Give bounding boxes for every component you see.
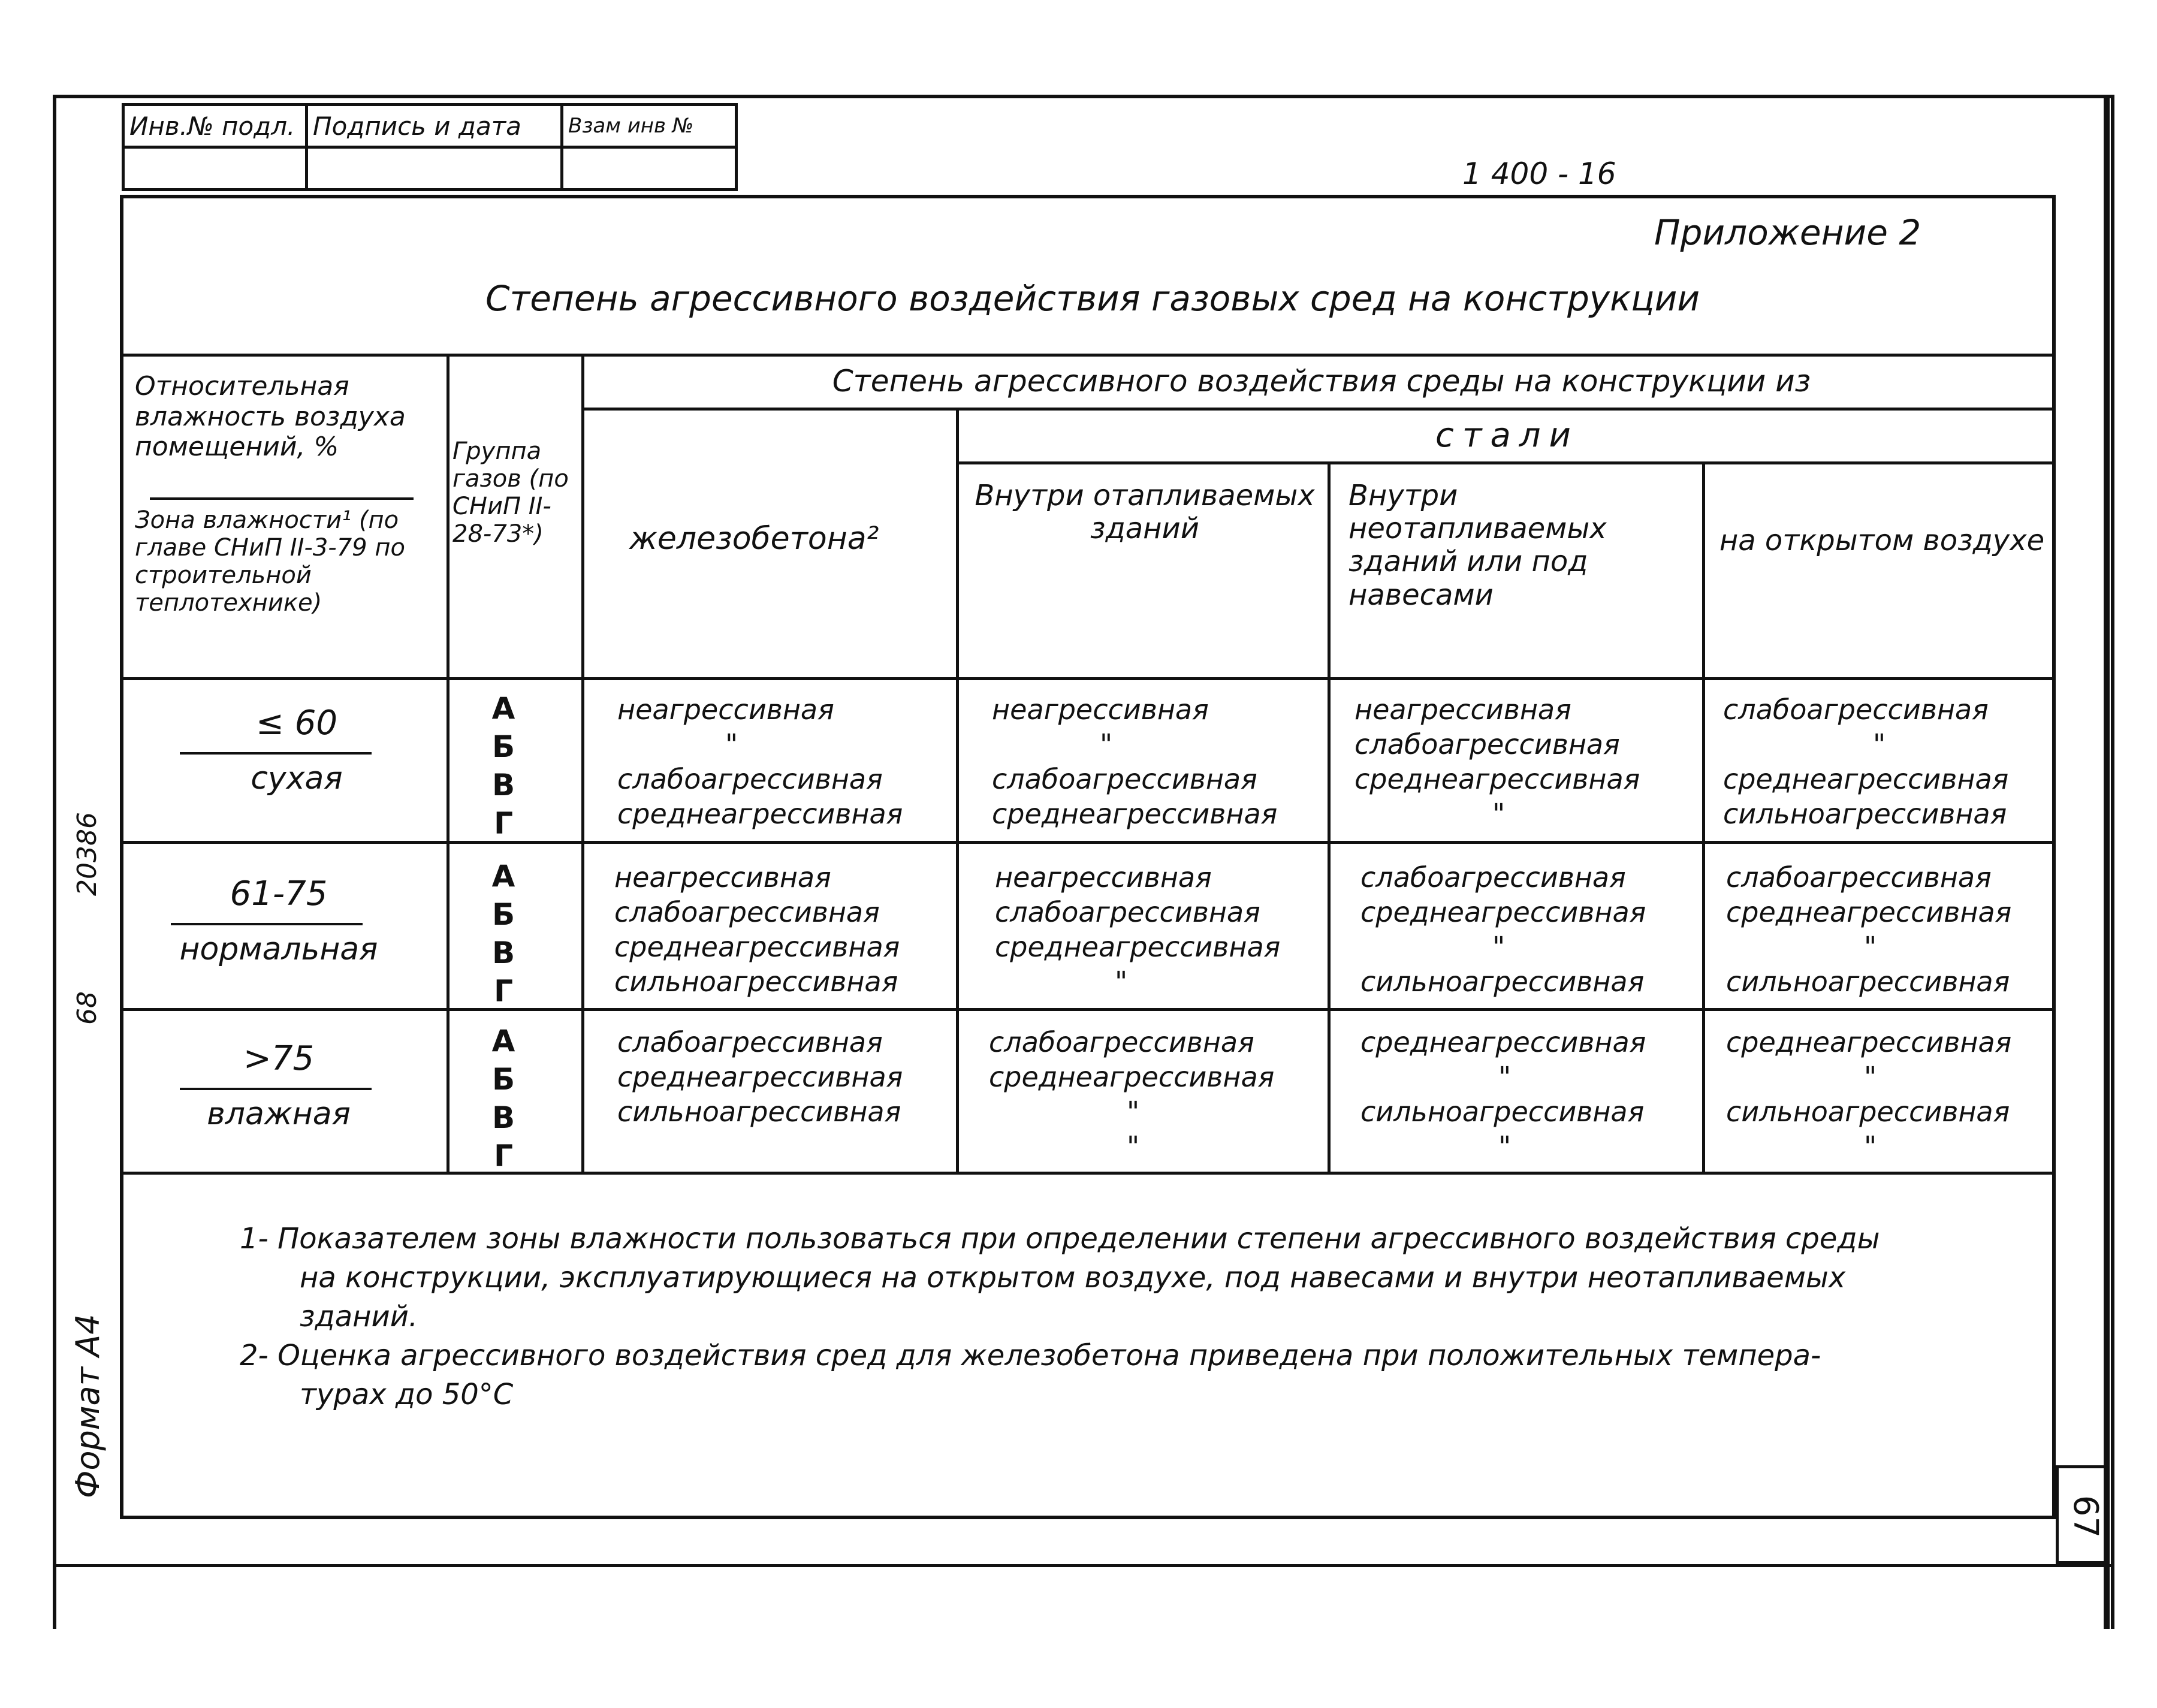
header-main: Степень агрессивного воздействия среды на конструкции из — [832, 364, 1811, 399]
row2-groups: А Б В Г — [491, 859, 515, 1009]
side-format: Формат А4 — [69, 1314, 107, 1498]
outer-frame-right-edge — [2104, 95, 2110, 1629]
rule-under-header — [120, 677, 2056, 680]
stamp-cell-empty — [562, 147, 737, 190]
note-1-line-1: 1- Показателем зоны влажности пользоваться при определении степени агрессивного воздействия среды — [240, 1222, 1880, 1256]
header-humidity-zone: Зона влажности¹ (по главе СНиП II-3-79 по строительной теплотехнике) — [135, 506, 405, 617]
row3-groups: А Б В Г — [491, 1024, 515, 1173]
stamp-cell-empty — [123, 147, 307, 190]
row3-divider — [180, 1088, 372, 1090]
row2-divider — [171, 923, 363, 925]
row2-zone: нормальная — [179, 931, 378, 967]
header-humidity: Относительная влажность воздуха помещений, % — [135, 371, 406, 463]
header-heated: Внутри отапливаемых зданий — [975, 479, 1315, 546]
header-gas-group: Группа газов (по СНиП II-28-73*) — [452, 437, 569, 548]
bottom-rule — [53, 1564, 2114, 1567]
side-page-ref: 68 — [72, 991, 102, 1025]
rule-row-1 — [120, 841, 2056, 844]
row1-unheated: неагрессивная слабоагрессивная среднеагрессивная " — [1354, 693, 1640, 830]
row2-heated: неагрессивная слабоагрессивная среднеагрессивная " — [995, 861, 1281, 998]
note-2-line-1: 2- Оценка агрессивного воздействия сред для железобетона приведена при положительных темпера- — [240, 1339, 1821, 1372]
col-divider-1 — [447, 354, 449, 1175]
note-1-line-3: зданий. — [300, 1300, 418, 1333]
row3-zone: влажная — [207, 1096, 351, 1132]
col-divider-2 — [581, 354, 584, 1175]
row2-humidity: 61-75 — [230, 874, 328, 913]
rule-row-2 — [120, 1008, 2056, 1011]
page-number-holder — [2068, 1474, 2104, 1558]
stamp-inv-podl: Инв.№ подл. — [123, 105, 307, 147]
row1-zone: сухая — [251, 761, 343, 796]
stamp-block — [122, 103, 738, 191]
header-steel: стали — [1435, 416, 1579, 455]
col-divider-3 — [956, 408, 959, 1175]
row1-divider — [180, 752, 372, 755]
row3-humidity: >75 — [243, 1039, 315, 1078]
note-2-line-2: турах до 50°С — [300, 1378, 514, 1411]
row1-concrete: неагрессивная " слабоагрессивная среднеагрессивная — [617, 693, 903, 830]
appendix-label: Приложение 2 — [1654, 212, 1921, 253]
side-number: 20386 — [72, 812, 102, 896]
table-top-rule — [120, 354, 2056, 357]
header-unheated: Внутри неотапливаемых зданий или под навесами — [1348, 479, 1607, 612]
row3-open-air: среднеагрессивная " сильноагрессивная " — [1726, 1026, 2012, 1163]
header-open-air: на открытом воздухе — [1719, 524, 2045, 557]
rule-under-main-header — [584, 408, 2056, 411]
row2-unheated: слабоагрессивная среднеагрессивная " сильноагрессивная — [1360, 861, 1646, 998]
row1-open-air: слабоагрессивная " среднеагрессивная сильноагрессивная — [1723, 693, 2009, 830]
row2-concrete: неагрессивная слабоагрессивная среднеагрессивная сильноагрессивная — [614, 861, 900, 998]
row1-humidity: ≤ 60 — [256, 704, 337, 743]
row1-groups: А Б В Г — [491, 691, 515, 841]
stamp-cell-empty — [307, 147, 562, 190]
row2-open-air: слабоагрессивная среднеагрессивная " сильноагрессивная — [1726, 861, 2012, 998]
note-1-line-2: на конструкции, эксплуатирующиеся на открытом воздухе, под навесами и внутри неотапливаемых — [300, 1261, 1846, 1294]
page-title: Степень агрессивного воздействия газовых сред на конструкции — [485, 278, 1700, 319]
stamp-vzam-inv: Взам инв № — [562, 105, 737, 147]
page-number: 67 — [2066, 1495, 2105, 1538]
header-col1-divider — [150, 497, 414, 500]
row3-concrete: слабоагрессивная среднеагрессивная сильноагрессивная — [617, 1026, 903, 1128]
row1-heated: неагрессивная " слабоагрессивная среднеагрессивная — [992, 693, 1278, 830]
rule-under-steel — [959, 461, 2056, 464]
row3-unheated: среднеагрессивная " сильноагрессивная " — [1360, 1026, 1646, 1163]
row3-heated: слабоагрессивная среднеагрессивная " " — [989, 1026, 1275, 1163]
stamp-podpis-data: Подпись и дата — [307, 105, 562, 147]
header-reinforced-concrete: железобетона² — [629, 521, 879, 557]
col-divider-4 — [1328, 461, 1331, 1175]
col-divider-5 — [1702, 461, 1705, 1175]
doc-code: 1 400 - 16 — [1462, 156, 1616, 191]
rule-row-3 — [120, 1172, 2056, 1175]
